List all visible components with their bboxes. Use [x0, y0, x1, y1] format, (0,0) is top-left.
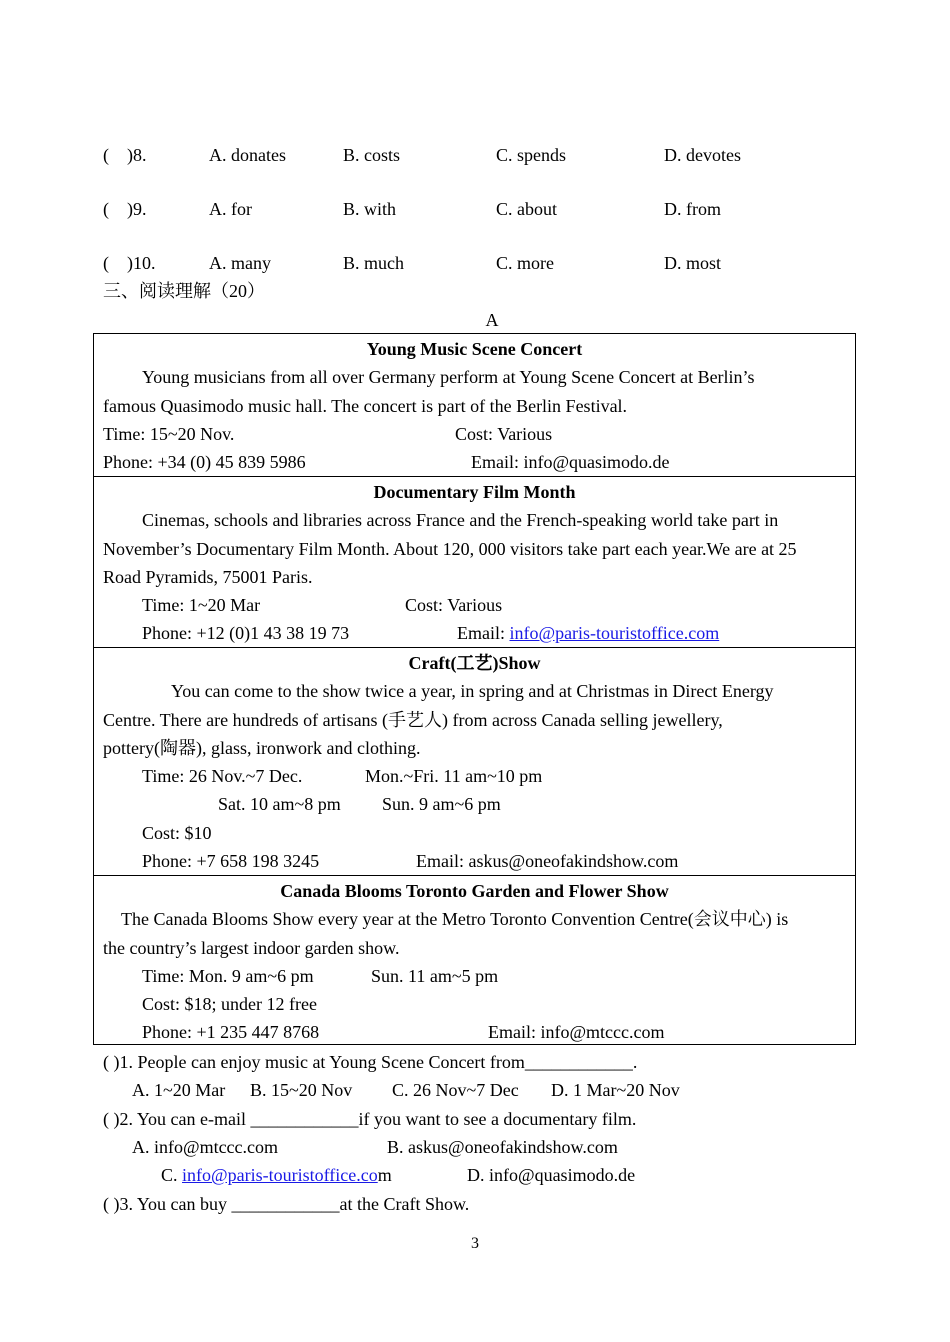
ad-email: Email: info@mtccc.com — [488, 1022, 665, 1042]
mc-row-10 — [103, 252, 803, 274]
ad-phone: Phone: +1 235 447 8768 — [142, 1022, 320, 1042]
mc-paren: ( — [103, 253, 109, 273]
question-2-option-d: D. info@quasimodo.de — [467, 1165, 636, 1185]
mc-option-c: C. spends — [496, 145, 567, 165]
ad-email-label: Email: — [457, 623, 510, 643]
mc-number: )9. — [127, 199, 147, 219]
ad-body: Centre. There are hundreds of artisans (手艺人) from across Canada selling jewellery, — [103, 710, 723, 730]
ad-time: Time: Mon. 9 am~6 pm — [142, 966, 314, 986]
ad-time: Time: 1~20 Mar — [142, 595, 261, 615]
mc-paren: ( — [103, 145, 109, 165]
question-1-option-a: A. 1~20 Mar — [132, 1080, 226, 1100]
mc-option-c: C. about — [496, 199, 557, 219]
question-2-option-a: A. info@mtccc.com — [132, 1137, 279, 1157]
option-c-link[interactable]: info@paris-touristoffice.co — [182, 1165, 378, 1185]
ad-body: pottery(陶器), glass, ironwork and clothing. — [103, 738, 421, 758]
mc-option-b: B. much — [343, 253, 404, 273]
ads-table — [93, 333, 856, 1045]
ad-body: Road Pyramids, 75001 Paris. — [103, 567, 313, 587]
mc-option-a: A. for — [209, 199, 252, 219]
ad-body: You can come to the show twice a year, in spring and at Christmas in Direct Energy — [171, 681, 774, 701]
question-2-option-b: B. askus@oneofakindshow.com — [387, 1137, 618, 1157]
ad-email: Email: info@quasimodo.de — [471, 452, 670, 472]
mc-number: )8. — [127, 145, 147, 165]
mc-option-d: D. devotes — [664, 145, 741, 165]
mc-option-b: B. with — [343, 199, 397, 219]
mc-row-8 — [103, 144, 803, 166]
ad-time: Time: 15~20 Nov. — [103, 424, 235, 444]
ad-hours: Sun. 9 am~6 pm — [382, 794, 501, 814]
ad-phone: Phone: +34 (0) 45 839 5986 — [103, 452, 306, 472]
ad-body: Young musicians from all over Germany perform at Young Scene Concert at Berlin’s — [142, 367, 755, 387]
ad-body: famous Quasimodo music hall. The concert is part of the Berlin Festival. — [103, 396, 628, 416]
ad-cost: Cost: $10 — [142, 823, 212, 843]
ad-body: November’s Documentary Film Month. About 120, 000 visitors take part each year.We are at 25 — [103, 539, 797, 559]
option-label: C. — [161, 1165, 183, 1185]
ad-cost: Cost: $18; under 12 free — [142, 994, 317, 1014]
passage-label: A — [485, 310, 499, 330]
ad-email: Email: askus@oneofakindshow.com — [416, 851, 679, 871]
ad-craft-show — [94, 647, 855, 876]
ad-documentary — [94, 476, 855, 647]
ad-title: Young Music Scene Concert — [366, 339, 583, 359]
mc-row-9 — [103, 198, 803, 220]
ad-email — [457, 622, 719, 644]
mc-option-a: A. donates — [209, 145, 286, 165]
mc-option-d: D. most — [664, 253, 722, 273]
ad-cost: Cost: Various — [405, 595, 503, 615]
section-heading: 三、阅读理解（20） — [103, 281, 265, 301]
ad-hours: Sun. 11 am~5 pm — [371, 966, 499, 986]
question-3: ( )3. You can buy ____________at the Craft Show. — [103, 1194, 470, 1214]
ad-body: Cinemas, schools and libraries across France and the French-speaking world take part in — [142, 510, 779, 530]
ad-young-music — [94, 334, 855, 476]
mc-option-c: C. more — [496, 253, 554, 273]
ad-title: Craft(工艺)Show — [408, 653, 541, 673]
ad-title: Canada Blooms Toronto Garden and Flower Show — [280, 881, 669, 901]
ad-phone: Phone: +12 (0)1 43 38 19 73 — [142, 623, 350, 643]
ad-email-link[interactable]: info@paris-touristoffice.com — [509, 623, 720, 643]
ad-canada-blooms — [94, 875, 855, 1046]
mc-number: )10. — [127, 253, 156, 273]
mc-option-b: B. costs — [343, 145, 401, 165]
question-1-option-d: D. 1 Mar~20 Nov — [551, 1080, 680, 1100]
option-tail: m — [377, 1165, 392, 1185]
question-2-option-c — [161, 1164, 392, 1186]
mc-option-a: A. many — [209, 253, 271, 273]
ad-hours: Sat. 10 am~8 pm — [218, 794, 341, 814]
question-2: ( )2. You can e-mail ____________if you want to see a documentary film. — [103, 1109, 637, 1129]
question-1-option-c: C. 26 Nov~7 Dec — [392, 1080, 519, 1100]
ad-body: the country’s largest indoor garden show. — [103, 938, 400, 958]
ad-cost: Cost: Various — [455, 424, 553, 444]
ad-title: Documentary Film Month — [373, 482, 576, 502]
page-number: 3 — [471, 1235, 479, 1252]
question-1-option-b: B. 15~20 Nov — [250, 1080, 353, 1100]
ad-phone: Phone: +7 658 198 3245 — [142, 851, 320, 871]
mc-option-d: D. from — [664, 199, 721, 219]
mc-paren: ( — [103, 199, 109, 219]
ad-body: The Canada Blooms Show every year at the Metro Toronto Convention Centre(会议中心) is — [121, 909, 789, 929]
ad-hours: Mon.~Fri. 11 am~10 pm — [365, 766, 543, 786]
ad-time: Time: 26 Nov.~7 Dec. — [142, 766, 303, 786]
question-1: ( )1. People can enjoy music at Young Scene Concert from____________. — [103, 1052, 638, 1072]
